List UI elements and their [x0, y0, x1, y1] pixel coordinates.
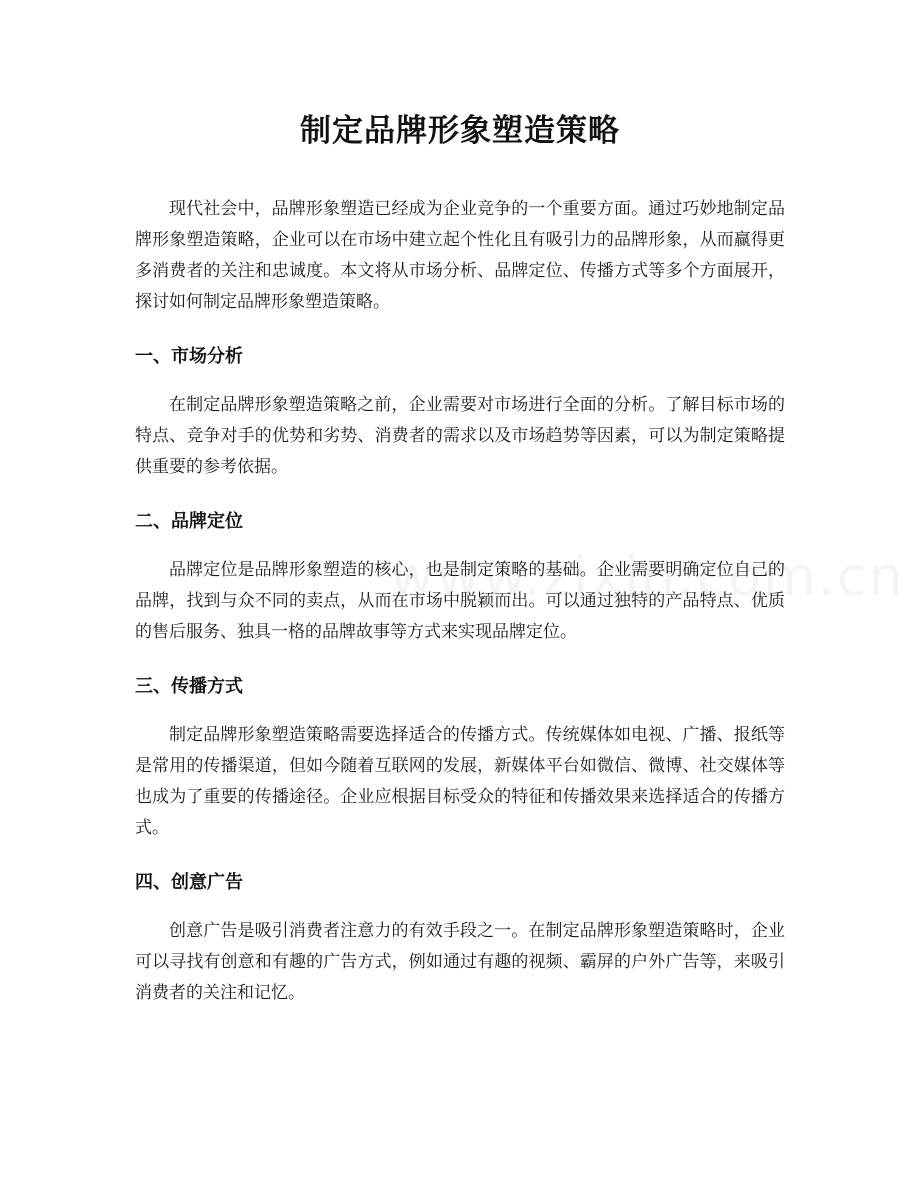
section-heading-communication: 三、传播方式 [135, 676, 243, 697]
section-body-creative-ads: 创意广告是吸引消费者注意力的有效手段之一。在制定品牌形象塑造策略时，企业可以寻找有创意和有趣的广告方式，例如通过有趣的视频、霸屏的户外广告等，来吸引消费者的关注和记忆。 [135, 921, 785, 1003]
section-body-communication: 制定品牌形象塑造策略需要选择适合的传播方式。传统媒体如电视、广播、报纸等是常用的传播渠道，但如今随着互联网的发展，新媒体平台如微信、微博、社交媒体等也成为了重要的传播途径。企业应根据目标受众的特征和传播效果来选择适合的传播方式。 [135, 725, 785, 838]
section-body-brand-positioning: 品牌定位是品牌形象塑造的核心，也是制定策略的基础。企业需要明确定位自己的品牌，找到与众不同的卖点，从而在市场中脱颖而出。可以通过独特的产品特点、优质的售后服务、独具一格的品牌故事等方式来实现品牌定位。 [135, 560, 785, 642]
section-heading-market-analysis: 一、市场分析 [135, 346, 243, 367]
section-body-market-analysis: 在制定品牌形象塑造策略之前，企业需要对市场进行全面的分析。了解目标市场的特点、竞争对手的优势和劣势、消费者的需求以及市场趋势等因素，可以为制定策略提供重要的参考依据。 [135, 395, 785, 477]
section-heading-creative-ads: 四、创意广告 [135, 872, 243, 893]
section-heading-brand-positioning: 二、品牌定位 [135, 511, 243, 532]
document-title: 制定品牌形象塑造策略 [300, 113, 620, 149]
intro-paragraph: 现代社会中，品牌形象塑造已经成为企业竞争的一个重要方面。通过巧妙地制定品牌形象塑造策略，企业可以在市场中建立起个性化且有吸引力的品牌形象，从而赢得更多消费者的关注和忠诚度。本文将从市场分析、品牌定位、传播方式等多个方面展开，探讨如何制定品牌形象塑造策略。 [135, 199, 785, 312]
